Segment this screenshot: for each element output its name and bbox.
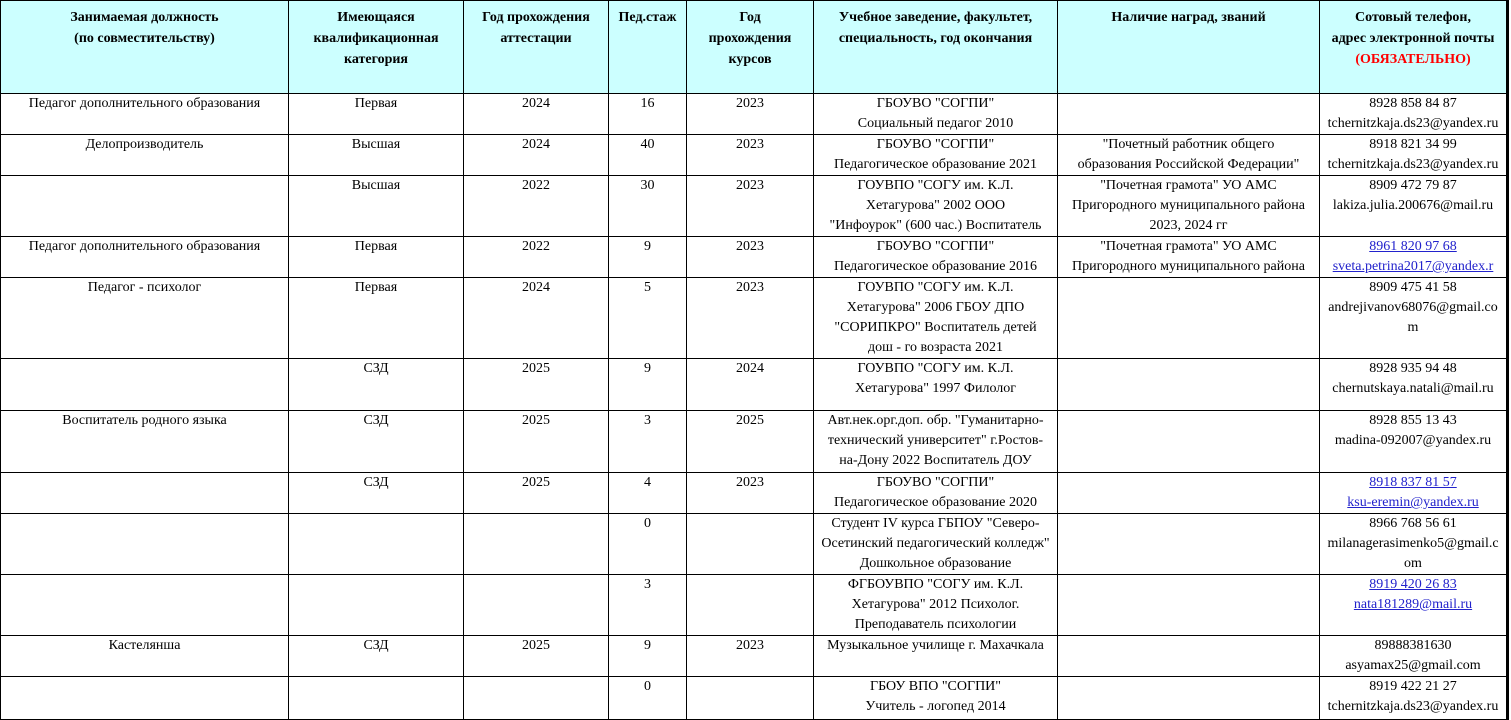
cell-contact[interactable] <box>1320 176 1508 237</box>
cell-contact[interactable] <box>1320 636 1508 677</box>
cell-category[interactable] <box>289 473 464 514</box>
education-line: ФГБОУВПО "СОГУ им. К.Л. <box>847 577 1024 592</box>
education-value <box>814 278 1057 358</box>
cell-attestation[interactable] <box>464 176 609 237</box>
cell-category[interactable] <box>289 514 464 575</box>
header-line: Год прохождения <box>482 10 590 25</box>
education-line: Хетагурова" 2006 ГБОУ ДПО <box>846 300 1025 315</box>
cell-position[interactable] <box>1 575 289 636</box>
cell-courses[interactable] <box>687 176 814 237</box>
header-contact-lines <box>1320 7 1506 49</box>
position-value: Делопроизводитель <box>85 137 204 152</box>
header-line: прохождения <box>708 31 792 46</box>
contact-value <box>1320 473 1506 513</box>
contact-value <box>1320 176 1506 216</box>
table-row <box>1 278 1508 359</box>
education-value <box>814 135 1057 175</box>
cell-category[interactable] <box>289 278 464 359</box>
cell-awards[interactable] <box>1058 94 1320 135</box>
contact-value <box>1320 575 1506 615</box>
cell-experience[interactable] <box>609 636 687 677</box>
table-row <box>1 359 1508 411</box>
cell-experience[interactable] <box>609 359 687 411</box>
phone-number: 8928 935 94 48 <box>1369 361 1457 376</box>
category-value: СЗД <box>363 361 389 376</box>
cell-education[interactable] <box>814 636 1058 677</box>
position-value: Кастелянша <box>108 638 181 653</box>
cell-courses[interactable] <box>687 237 814 278</box>
education-line: ГБОУВО "СОГПИ" <box>876 96 995 111</box>
education-line: Хетагурова" 1997 Филолог <box>854 381 1016 396</box>
cell-contact[interactable] <box>1320 677 1508 720</box>
header-awards[interactable] <box>1058 1 1320 94</box>
education-value <box>814 176 1057 236</box>
contact-value <box>1320 411 1506 451</box>
education-value <box>814 359 1057 399</box>
education-line: Педагогическое образование 2021 <box>833 157 1038 172</box>
cell-education[interactable] <box>814 135 1058 176</box>
category-value: СЗД <box>363 475 389 490</box>
header-experience[interactable] <box>609 1 687 94</box>
header-line: Учебное заведение, факультет, <box>838 10 1033 25</box>
header-courses[interactable] <box>687 1 814 94</box>
header-experience-lines <box>609 7 686 28</box>
cell-attestation[interactable] <box>464 636 609 677</box>
education-line: ГОУВПО "СОГУ им. К.Л. <box>857 361 1014 376</box>
cell-experience[interactable] <box>609 514 687 575</box>
cell-experience[interactable] <box>609 411 687 473</box>
phone-number: 8928 855 13 43 <box>1369 413 1457 428</box>
email-address: madina-092007@yandex.ru <box>1334 433 1492 448</box>
cell-experience[interactable] <box>609 677 687 720</box>
header-line: аттестации <box>500 31 572 46</box>
awards-line: образования Российской Федерации" <box>1077 157 1300 172</box>
experience-value: 9 <box>644 361 651 376</box>
cell-category[interactable] <box>289 237 464 278</box>
courses-value: 2023 <box>736 239 764 254</box>
header-category-lines <box>289 7 463 70</box>
header-position[interactable] <box>1 1 289 94</box>
education-line: Хетагурова" 2012 Психолог. <box>851 597 1020 612</box>
email-address: tchernitzkaja.ds23@yandex.ru <box>1327 157 1499 172</box>
header-line: категория <box>343 52 409 67</box>
phone-number[interactable]: 8919 420 26 83 <box>1369 577 1457 592</box>
cell-experience[interactable] <box>609 237 687 278</box>
cell-experience[interactable] <box>609 135 687 176</box>
courses-value: 2024 <box>736 361 764 376</box>
cell-courses[interactable] <box>687 677 814 720</box>
cell-category[interactable] <box>289 575 464 636</box>
experience-value: 5 <box>644 280 651 295</box>
cell-category[interactable] <box>289 135 464 176</box>
header-line: Пед.стаж <box>618 10 677 25</box>
cell-contact[interactable] <box>1320 359 1508 411</box>
cell-position[interactable] <box>1 237 289 278</box>
cell-experience[interactable] <box>609 176 687 237</box>
contact-value <box>1320 359 1506 399</box>
education-line: Социальный педагог 2010 <box>857 116 1014 131</box>
header-line: Занимаемая должность <box>70 10 219 25</box>
header-attestation[interactable] <box>464 1 609 94</box>
education-line: ГБОУВО "СОГПИ" <box>876 239 995 254</box>
cell-contact[interactable] <box>1320 94 1508 135</box>
education-line: Музыкальное училище г. Махачкала <box>827 638 1044 653</box>
cell-position[interactable] <box>1 473 289 514</box>
email-address: chernutskaya.natali@mail.ru <box>1332 381 1494 396</box>
phone-number: 89888381630 <box>1374 638 1452 653</box>
cell-education[interactable] <box>814 278 1058 359</box>
category-value: Высшая <box>351 178 401 193</box>
cell-courses[interactable] <box>687 359 814 411</box>
header-line: (по совместительству) <box>74 31 215 46</box>
experience-value: 0 <box>644 516 651 531</box>
phone-number[interactable]: 8918 837 81 57 <box>1369 475 1457 490</box>
header-contact-required: (ОБЯЗАТЕЛЬНО) <box>1355 52 1471 67</box>
education-line: ГОУВПО "СОГУ им. К.Л. <box>857 280 1014 295</box>
header-line: адрес электронной почты <box>1331 31 1495 46</box>
email-address: m <box>1407 320 1419 335</box>
cell-awards[interactable] <box>1058 514 1320 575</box>
header-line: Сотовый телефон, <box>1355 10 1471 25</box>
cell-attestation[interactable] <box>464 237 609 278</box>
cell-position[interactable] <box>1 135 289 176</box>
cell-attestation[interactable] <box>464 575 609 636</box>
cell-position[interactable] <box>1 636 289 677</box>
attestation-value: 2025 <box>522 475 550 490</box>
contact-value <box>1320 677 1506 717</box>
cell-contact[interactable] <box>1320 473 1508 514</box>
experience-value: 9 <box>644 239 651 254</box>
phone-number[interactable]: 8961 820 97 68 <box>1369 239 1457 254</box>
cell-position[interactable] <box>1 278 289 359</box>
cell-awards[interactable] <box>1058 677 1320 720</box>
email-address: asyamax25@gmail.com <box>1345 658 1481 673</box>
email-address: tchernitzkaja.ds23@yandex.ru <box>1327 699 1499 714</box>
education-value <box>814 636 1057 656</box>
courses-value: 2023 <box>736 638 764 653</box>
cell-category[interactable] <box>289 94 464 135</box>
header-contact[interactable] <box>1320 1 1508 94</box>
education-value <box>814 575 1057 635</box>
contact-value <box>1320 278 1506 338</box>
education-line: Студент IV курса ГБПОУ "Северо- <box>831 516 1040 531</box>
education-line: Педагогическое образование 2020 <box>833 495 1038 510</box>
cell-awards[interactable] <box>1058 278 1320 359</box>
cell-awards[interactable] <box>1058 411 1320 473</box>
cell-awards[interactable] <box>1058 135 1320 176</box>
category-value: Первая <box>354 96 398 111</box>
cell-contact[interactable] <box>1320 278 1508 359</box>
category-value: Первая <box>354 239 398 254</box>
cell-courses[interactable] <box>687 514 814 575</box>
phone-number: 8909 472 79 87 <box>1369 178 1457 193</box>
cell-position[interactable] <box>1 359 289 411</box>
awards-value <box>1058 135 1319 175</box>
cell-education[interactable] <box>814 176 1058 237</box>
attestation-value: 2024 <box>522 280 550 295</box>
awards-line: "Почетная грамота" УО АМС <box>1100 178 1277 193</box>
cell-courses[interactable] <box>687 94 814 135</box>
attestation-value: 2025 <box>522 413 550 428</box>
cell-attestation[interactable] <box>464 359 609 411</box>
cell-attestation[interactable] <box>464 94 609 135</box>
courses-value: 2023 <box>736 475 764 490</box>
cell-attestation[interactable] <box>464 677 609 720</box>
awards-line: "Почетный работник общего <box>1102 137 1275 152</box>
header-category[interactable] <box>289 1 464 94</box>
cell-position[interactable] <box>1 677 289 720</box>
phone-number: 8928 858 84 87 <box>1369 96 1457 111</box>
cell-awards[interactable] <box>1058 473 1320 514</box>
education-line: Педагогическое образование 2016 <box>833 259 1038 274</box>
awards-line: "Почетная грамота" УО АМС <box>1100 239 1277 254</box>
cell-education[interactable] <box>814 359 1058 411</box>
cell-category[interactable] <box>289 677 464 720</box>
attestation-value: 2025 <box>522 361 550 376</box>
cell-contact[interactable] <box>1320 411 1508 473</box>
header-row <box>1 1 1508 94</box>
courses-value: 2025 <box>736 413 764 428</box>
contact-value <box>1320 636 1506 676</box>
education-line: Авт.нек.орг.доп. обр. "Гуманитарно- <box>827 413 1044 428</box>
education-line: "СОРИПКРО" Воспитатель детей <box>834 320 1037 335</box>
cell-courses[interactable] <box>687 473 814 514</box>
education-value <box>814 514 1057 574</box>
courses-value: 2023 <box>736 280 764 295</box>
cell-contact[interactable] <box>1320 575 1508 636</box>
education-line: Хетагурова" 2002 ООО <box>865 198 1006 213</box>
education-line: Преподаватель психологии <box>854 617 1017 632</box>
cell-education[interactable] <box>814 514 1058 575</box>
education-line: технический университет" г.Ростов- <box>827 433 1044 448</box>
cell-experience[interactable] <box>609 473 687 514</box>
cell-education[interactable] <box>814 237 1058 278</box>
experience-value: 16 <box>640 96 655 111</box>
contact-value <box>1320 94 1506 134</box>
contact-value <box>1320 514 1506 574</box>
education-line: Дошкольное образование <box>859 556 1012 571</box>
table-row <box>1 237 1508 278</box>
phone-number: 8919 422 21 27 <box>1369 679 1457 694</box>
education-line: Учитель - логопед 2014 <box>865 699 1006 714</box>
position-value: Педагог дополнительного образования <box>28 96 261 111</box>
table-row <box>1 176 1508 237</box>
header-line: Наличие наград, званий <box>1111 10 1266 25</box>
attestation-value: 2022 <box>522 178 550 193</box>
cell-education[interactable] <box>814 94 1058 135</box>
header-education-lines <box>814 7 1057 49</box>
courses-value: 2023 <box>736 96 764 111</box>
awards-value <box>1058 237 1319 277</box>
table-body <box>1 94 1508 720</box>
cell-category[interactable] <box>289 636 464 677</box>
header-education[interactable] <box>814 1 1058 94</box>
cell-education[interactable] <box>814 411 1058 473</box>
courses-value: 2023 <box>736 137 764 152</box>
experience-value: 3 <box>644 577 651 592</box>
cell-courses[interactable] <box>687 135 814 176</box>
education-line: ГБОУ ВПО "СОГПИ" <box>869 679 1002 694</box>
experience-value: 30 <box>640 178 655 193</box>
education-line: Осетинский педагогический колледж" <box>821 536 1050 551</box>
header-awards-lines <box>1058 7 1319 28</box>
phone-number: 8918 821 34 99 <box>1369 137 1457 152</box>
education-line: ГБОУВО "СОГПИ" <box>876 475 995 490</box>
position-value: Педагог - психолог <box>87 280 202 295</box>
cell-experience[interactable] <box>609 278 687 359</box>
cell-courses[interactable] <box>687 575 814 636</box>
education-line: ГБОУВО "СОГПИ" <box>876 137 995 152</box>
experience-value: 4 <box>644 475 651 490</box>
header-line: Имеющаяся <box>337 10 415 25</box>
header-line: квалификационная <box>313 31 439 46</box>
cell-contact[interactable] <box>1320 514 1508 575</box>
header-line: курсов <box>728 52 772 67</box>
cell-awards[interactable] <box>1058 176 1320 237</box>
cell-experience[interactable] <box>609 94 687 135</box>
cell-category[interactable] <box>289 411 464 473</box>
email-address[interactable]: sveta.petrina2017@yandex.r <box>1332 259 1494 274</box>
category-value: СЗД <box>363 638 389 653</box>
experience-value: 40 <box>640 137 655 152</box>
courses-value: 2023 <box>736 178 764 193</box>
education-line: "Инфоурок" (600 час.) Воспитатель <box>829 218 1042 233</box>
cell-position[interactable] <box>1 514 289 575</box>
table-row <box>1 636 1508 677</box>
cell-position[interactable] <box>1 176 289 237</box>
phone-number: 8966 768 56 61 <box>1369 516 1457 531</box>
cell-attestation[interactable] <box>464 135 609 176</box>
email-address: tchernitzkaja.ds23@yandex.ru <box>1327 116 1499 131</box>
education-value <box>814 411 1057 471</box>
education-line: ГОУВПО "СОГУ им. К.Л. <box>857 178 1014 193</box>
cell-education[interactable] <box>814 575 1058 636</box>
header-attestation-lines <box>464 7 608 49</box>
attestation-value: 2025 <box>522 638 550 653</box>
cell-position[interactable] <box>1 411 289 473</box>
experience-value: 9 <box>644 638 651 653</box>
cell-contact[interactable] <box>1320 237 1508 278</box>
email-address[interactable]: nata181289@mail.ru <box>1353 597 1473 612</box>
cell-awards[interactable] <box>1058 237 1320 278</box>
attestation-value: 2024 <box>522 96 550 111</box>
cell-education[interactable] <box>814 677 1058 720</box>
category-value: Первая <box>354 280 398 295</box>
table-row <box>1 411 1508 473</box>
cell-category[interactable] <box>289 176 464 237</box>
education-line: дош - го возраста 2021 <box>868 340 1003 355</box>
position-value: Педагог дополнительного образования <box>28 239 261 254</box>
table-row <box>1 575 1508 636</box>
education-line: на-Дону 2022 Воспитатель ДОУ <box>839 453 1032 468</box>
cell-attestation[interactable] <box>464 514 609 575</box>
position-value: Воспитатель родного языка <box>62 413 227 428</box>
cell-education[interactable] <box>814 473 1058 514</box>
cell-awards[interactable] <box>1058 359 1320 411</box>
contact-value <box>1320 135 1506 175</box>
cell-attestation[interactable] <box>464 473 609 514</box>
cell-contact[interactable] <box>1320 135 1508 176</box>
header-line: специальность, год окончания <box>838 31 1033 46</box>
cell-awards[interactable] <box>1058 575 1320 636</box>
awards-line: 2023, 2024 гг <box>1149 218 1228 233</box>
education-value <box>814 473 1057 513</box>
experience-value: 3 <box>644 413 651 428</box>
cell-position[interactable] <box>1 94 289 135</box>
table-row <box>1 473 1508 514</box>
education-value <box>814 677 1057 717</box>
email-address: lakiza.julia.200676@mail.ru <box>1332 198 1494 213</box>
attestation-value: 2022 <box>522 239 550 254</box>
table-row <box>1 135 1508 176</box>
attestation-value: 2024 <box>522 137 550 152</box>
header-line: Год <box>739 10 761 25</box>
header-courses-lines <box>687 7 813 70</box>
awards-value <box>1058 176 1319 236</box>
education-value <box>814 94 1057 134</box>
email-address: andrejivanov68076@gmail.co <box>1328 300 1498 315</box>
table-row <box>1 94 1508 135</box>
education-value <box>814 237 1057 277</box>
category-value: СЗД <box>363 413 389 428</box>
email-address: om <box>1404 556 1422 571</box>
cell-awards[interactable] <box>1058 636 1320 677</box>
email-address[interactable]: ksu-eremin@yandex.ru <box>1347 495 1479 510</box>
experience-value: 0 <box>644 679 651 694</box>
table-row <box>1 514 1508 575</box>
header-position-lines <box>1 7 288 49</box>
table-row <box>1 677 1508 720</box>
cell-attestation[interactable] <box>464 411 609 473</box>
cell-courses[interactable] <box>687 278 814 359</box>
cell-experience[interactable] <box>609 575 687 636</box>
cell-courses[interactable] <box>687 636 814 677</box>
contact-value <box>1320 237 1506 277</box>
category-value: Высшая <box>351 137 401 152</box>
awards-line: Пригородного муниципального района <box>1072 259 1305 274</box>
phone-number: 8909 475 41 58 <box>1369 280 1457 295</box>
cell-category[interactable] <box>289 359 464 411</box>
cell-courses[interactable] <box>687 411 814 473</box>
cell-attestation[interactable] <box>464 278 609 359</box>
email-address: milanagerasimenko5@gmail.c <box>1327 536 1499 551</box>
awards-line: Пригородного муниципального района <box>1072 198 1305 213</box>
